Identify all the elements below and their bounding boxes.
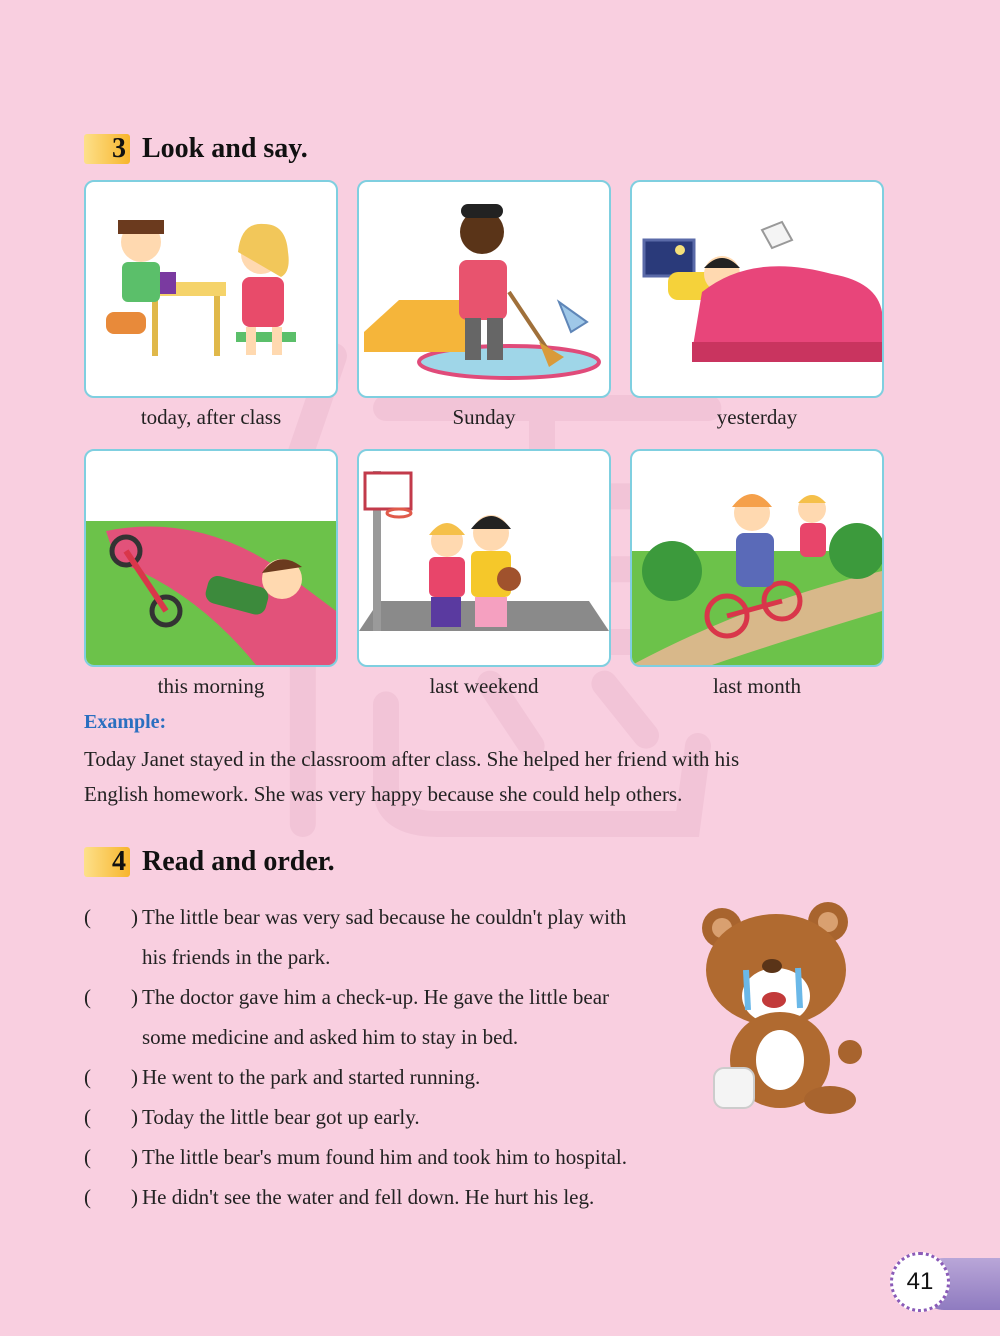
page-number: 41 [890,1252,950,1312]
example-paragraph [84,742,844,812]
answer-blank[interactable]: ( ) [84,905,138,929]
order-item-text: He went to the park and started running. [142,1065,481,1089]
panel-caption: today, after class [140,405,282,429]
example-line: Today Janet stayed in the classroom after class. She helped her friend with his [84,747,740,771]
order-item-text: some medicine and asked him to stay in bed. [142,1025,519,1049]
sleeping-in-bed-illustration [632,182,882,396]
section-title: Read and order. [142,846,335,877]
order-list [84,897,724,1217]
panel-caption: last month [712,674,802,698]
order-item-text: He didn't see the water and fell down. He hurt his leg. [142,1185,595,1209]
answer-blank[interactable]: ( ) [84,1185,138,1209]
answer-blank[interactable]: ( ) [84,1065,138,1089]
order-item [84,1097,724,1137]
order-item-text: Today the little bear got up early. [142,1105,420,1129]
order-item-text: The doctor gave him a check-up. He gave the little bear [142,985,610,1009]
playing-basketball-illustration [359,451,609,665]
order-item [84,1057,724,1097]
picture-panel-sunday [357,180,611,398]
answer-blank[interactable]: ( ) [84,985,138,1009]
answer-blank[interactable]: ( ) [84,1105,138,1129]
panel-caption: last weekend [429,674,539,698]
section-number-badge: 4 [84,847,130,877]
order-item-text: his friends in the park. [142,945,331,969]
section-title: Look and say. [142,133,308,164]
section-number-badge: 3 [84,134,130,164]
order-item [84,1177,724,1217]
example-line: English homework. She was very happy because she could help others. [84,782,683,806]
order-item [84,977,724,1057]
example-label: Example: [84,711,167,733]
panel-caption: this morning [157,674,265,698]
section-3-header [84,133,308,165]
panel-caption: Sunday [452,405,516,429]
picture-panel-yesterday [630,180,884,398]
panel-caption: yesterday [716,405,798,429]
order-item [84,1137,724,1177]
order-item-text: The little bear's mum found him and took him to hospital. [142,1145,627,1169]
picture-panel-today-after-class [84,180,338,398]
section-4-header [84,846,335,878]
order-item-text: The little bear was very sad because he couldn't play with [142,905,627,929]
order-item [84,897,724,977]
crying-bear-illustration [690,900,870,1120]
picture-panel-this-morning [84,449,338,667]
fell-off-bike-illustration [86,451,336,665]
answer-blank[interactable]: ( ) [84,1145,138,1169]
picture-panel-last-weekend [357,449,611,667]
classroom-helping-illustration [86,182,336,396]
sweeping-floor-illustration [359,182,609,396]
picture-panel-last-month [630,449,884,667]
riding-bike-illustration [632,451,882,665]
